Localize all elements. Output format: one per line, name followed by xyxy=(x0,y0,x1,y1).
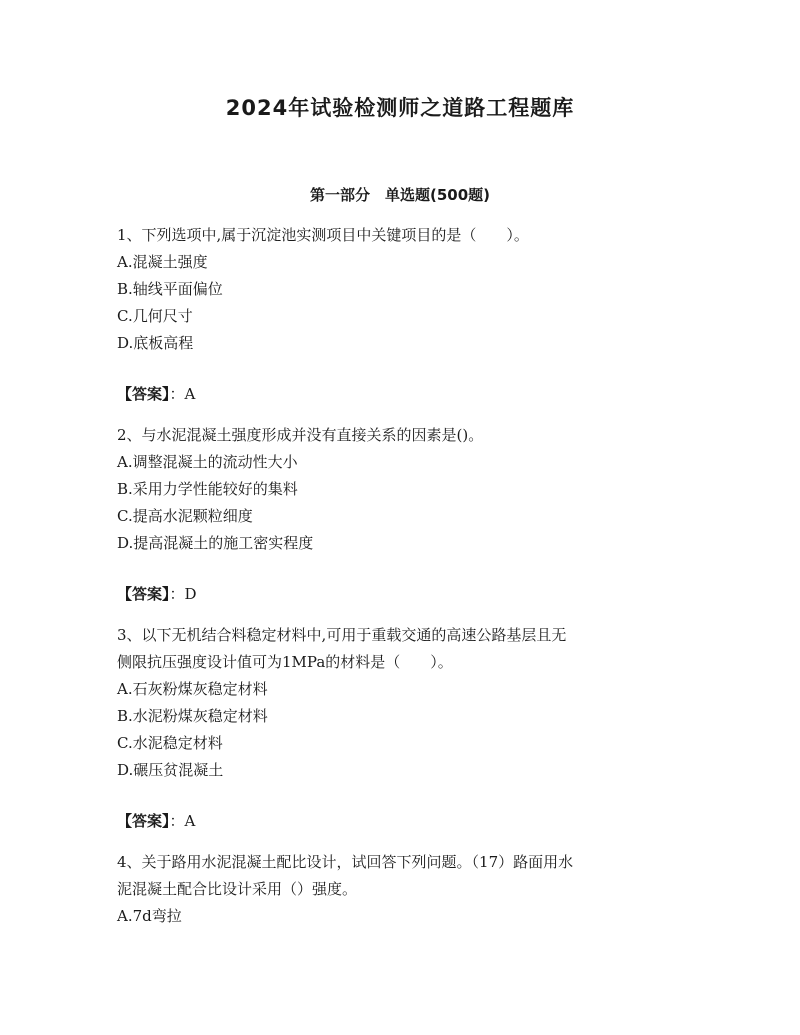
option-c: C.提高水泥颗粒细度 xyxy=(117,507,253,525)
answer-value: ：D xyxy=(169,585,197,603)
option-a: A.7d弯拉 xyxy=(117,907,182,925)
option-d: D.底板高程 xyxy=(117,334,194,352)
option-a: A.混凝土强度 xyxy=(117,253,208,271)
question-stem-line-1: 4、关于路用水泥混凝土配比设计，试回答下列问题。（17）路面用水 xyxy=(117,853,574,871)
question-3 xyxy=(117,622,687,835)
option-d: D.提高混凝土的施工密实程度 xyxy=(117,534,314,552)
question-stem-line-2: 侧限抗压强度设计值可为1MPa的材料是（ ）。 xyxy=(117,653,453,671)
question-stem-line-1: 3、以下无机结合料稳定材料中,可用于重载交通的高速公路基层且无 xyxy=(117,626,567,644)
option-a: A.调整混凝土的流动性大小 xyxy=(117,453,298,471)
question-stem-line-2: 泥混凝土配合比设计采用（）强度。 xyxy=(117,880,358,898)
question-2 xyxy=(117,422,687,608)
option-a: A.石灰粉煤灰稳定材料 xyxy=(117,680,268,698)
option-d: D.碾压贫混凝土 xyxy=(117,761,224,779)
option-b: B.轴线平面偏位 xyxy=(117,280,223,298)
option-b: B.采用力学性能较好的集料 xyxy=(117,480,298,498)
answer-label: 【答案】 xyxy=(117,585,170,603)
section-heading: 第一部分 单选题(500题) xyxy=(309,186,491,204)
answer-label: 【答案】 xyxy=(117,385,170,403)
answer-value: ：A xyxy=(169,385,196,403)
question-4 xyxy=(117,849,687,930)
question-1 xyxy=(117,222,687,408)
answer-value: ：A xyxy=(169,812,196,830)
question-list xyxy=(117,222,687,930)
page-title: 2024年试验检测师之道路工程题库 xyxy=(225,96,575,120)
question-stem: 1、下列选项中,属于沉淀池实测项目中关键项目的是（ ）。 xyxy=(117,226,529,244)
answer-line xyxy=(117,581,687,608)
answer-line xyxy=(117,808,687,835)
answer-label: 【答案】 xyxy=(117,812,170,830)
option-c: C.几何尺寸 xyxy=(117,307,193,325)
option-c: C.水泥稳定材料 xyxy=(117,734,223,752)
answer-line xyxy=(117,381,687,408)
option-b: B.水泥粉煤灰稳定材料 xyxy=(117,707,268,725)
question-stem: 2、与水泥混凝土强度形成并没有直接关系的因素是()。 xyxy=(117,426,484,444)
